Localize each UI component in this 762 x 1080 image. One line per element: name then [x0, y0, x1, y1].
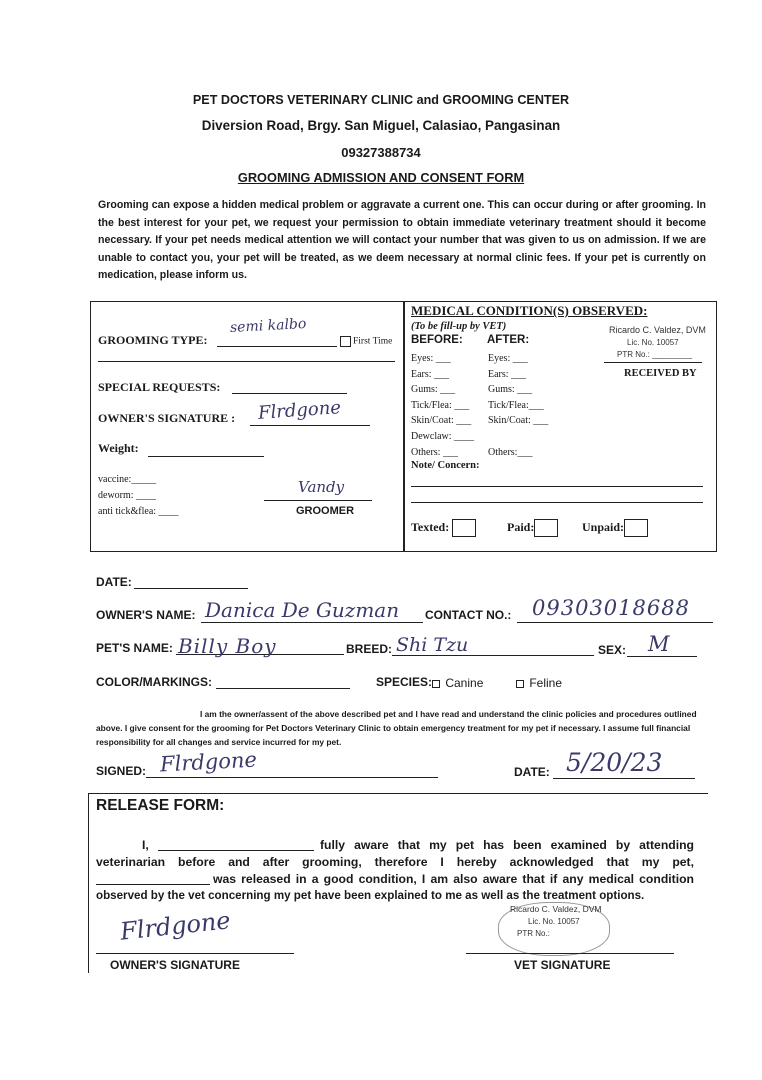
after-dewclaw	[488, 429, 548, 445]
release-left-rule	[88, 793, 89, 973]
form-title: GROOMING ADMISSION AND CONSENT FORM	[237, 170, 525, 185]
release-line-4: observed by the vet concerning my pet have been explained to me as well as the treatment options.	[96, 889, 645, 902]
signed-label: SIGNED:	[96, 764, 147, 778]
before-eyes: Eyes: ___	[411, 353, 451, 364]
after-gums: Gums: ___	[488, 384, 533, 396]
texted-checkbox[interactable]	[452, 519, 476, 537]
color-markings-line[interactable]	[216, 688, 350, 689]
grooming-type-value: semi kalbo	[229, 316, 307, 336]
deworm-label: deworm: ____	[98, 490, 157, 501]
consent-paragraph: I am the owner/assent of the above described pet and I have read and understand the clinic policies and procedures outlined above. I give consent for the grooming for Pet Doctors Veterinary Clinic to obtain emergency treatment for my pet if necessary. I assume full financial responsibility for all changes and service incurred for my pet.	[96, 709, 697, 747]
species-feline-option[interactable]	[516, 676, 562, 690]
sex-value: M	[648, 632, 670, 656]
note-label: Note/ Concern:	[411, 460, 480, 471]
release-stamp-lic: Lic. No. 10057	[528, 917, 580, 926]
release-line-3: was released in a good condition, I am also aware that if any medical condition	[213, 872, 694, 886]
release-stamp-name: Ricardo C. Valdez, DVM	[510, 904, 602, 914]
breed-label: BREED:	[346, 642, 393, 656]
before-others: Others: ___	[411, 446, 458, 458]
after-label: AFTER:	[487, 334, 530, 346]
vaccine-label: vaccine:_____	[98, 474, 157, 485]
release-pet-name-line[interactable]	[96, 884, 210, 885]
feline-checkbox[interactable]	[516, 680, 524, 688]
special-requests-label: SPECIAL REQUESTS:	[98, 380, 221, 394]
owner-sig-line[interactable]	[96, 953, 294, 954]
groomer-label: GROOMER	[296, 505, 355, 517]
clinic-name: PET DOCTORS VETERINARY CLINIC and GROOMING CENTER	[192, 93, 570, 107]
antitick-label: anti tick&flea: ____	[98, 506, 179, 517]
canine-checkbox[interactable]	[432, 680, 440, 688]
release-line-2: veterinarian before and after grooming, therefore I hereby acknowledged that my pet,	[96, 855, 694, 869]
sex-label: SEX:	[598, 643, 627, 657]
pet-name-value: Billy Boy	[178, 634, 277, 658]
signed-line[interactable]	[146, 777, 438, 778]
grooming-type-line-2	[98, 361, 395, 362]
vet-sig-line[interactable]	[466, 953, 674, 954]
unpaid-checkbox[interactable]	[624, 519, 648, 537]
before-gums: Gums: ___	[411, 384, 456, 396]
grooming-type-label: GROOMING TYPE:	[98, 333, 208, 347]
breed-value: Shi Tzu	[396, 634, 469, 656]
owner-signature-label: OWNER'S SIGNATURE :	[98, 411, 236, 425]
medical-title: MEDICAL CONDITION(S) OBSERVED:	[411, 303, 648, 318]
after-eyes: Eyes: ___	[488, 353, 528, 364]
before-label: BEFORE:	[411, 334, 463, 346]
sex-line[interactable]	[627, 656, 697, 657]
owner-signature-line[interactable]	[250, 425, 370, 426]
groomer-value: Vandy	[298, 478, 345, 496]
before-dewclaw: Dewclaw: ____	[411, 430, 475, 442]
texted-label: Texted:	[411, 519, 450, 534]
date-label: DATE:	[96, 575, 132, 589]
contact-label: CONTACT NO.:	[425, 608, 512, 622]
received-by-line	[604, 362, 702, 363]
pet-name-label: PET'S NAME:	[96, 641, 173, 655]
contact-value: 09303018688	[532, 596, 690, 620]
after-others: Others:___	[488, 446, 533, 458]
unpaid-field[interactable]	[582, 519, 648, 537]
date-line[interactable]	[134, 588, 248, 589]
owner-name-label: OWNER'S NAME:	[96, 608, 196, 622]
grooming-type-line[interactable]	[217, 346, 337, 347]
paid-label: Paid:	[507, 519, 535, 534]
weight-line[interactable]	[148, 456, 264, 457]
vet-stamp-ptr: PTR No.: _________	[617, 350, 693, 359]
clinic-address: Diversion Road, Brgy. San Miguel, Calasiao, Pangasinan	[201, 118, 561, 133]
before-skincoat: Skin/Coat: ___	[411, 415, 472, 427]
release-title: RELEASE FORM:	[96, 797, 225, 814]
signed-date-line[interactable]	[553, 778, 695, 779]
intro-paragraph: Grooming can expose a hidden medical problem or aggravate a current one. This can occur during or after grooming. In the best interest for your pet, we request your permission to obtain immediate veterinary treatment should it become necessary. If your pet needs medical attention we will contact your number that was given to us on admission. If we are unable to contact you, your pet will be treated, as we deem necessary at normal clinic fees. If your pet is currently on medication, please inform us.	[98, 199, 706, 281]
release-owner-signature: Flrdgone	[118, 906, 232, 946]
paid-field[interactable]	[507, 519, 558, 537]
owner-sig-label: OWNER'S SIGNATURE	[110, 958, 240, 972]
vet-sig-label: VET SIGNATURE	[514, 958, 611, 972]
owner-name-line[interactable]	[201, 622, 423, 623]
clinic-phone: 09327388734	[341, 145, 421, 160]
release-top-rule	[88, 793, 708, 794]
vet-stamp-lic: Lic. No. 10057	[627, 338, 679, 347]
release-i: I,	[142, 838, 149, 852]
note-line-2[interactable]	[411, 502, 703, 503]
medical-subtitle: (To be fill-up by VET)	[411, 321, 507, 332]
species-canine-option[interactable]	[432, 676, 483, 690]
received-by-label: RECEIVED BY	[624, 368, 697, 379]
release-owner-name-line[interactable]	[158, 850, 314, 851]
canine-label: Canine	[445, 676, 484, 690]
signed-signature: Flrdgone	[159, 747, 258, 777]
first-time-label: First Time	[353, 336, 393, 347]
release-stamp-ptr: PTR No.:	[517, 929, 550, 938]
first-time-option[interactable]	[340, 336, 392, 347]
after-skincoat: Skin/Coat: ___	[488, 415, 549, 427]
before-column	[411, 351, 474, 460]
weight-label: Weight:	[98, 441, 139, 455]
unpaid-label: Unpaid:	[582, 519, 625, 534]
paid-checkbox[interactable]	[534, 519, 558, 537]
after-ears: Ears: ___	[488, 368, 527, 380]
after-tickflea: Tick/Flea:___	[488, 399, 544, 411]
first-time-checkbox[interactable]	[340, 336, 351, 347]
owner-name-value: Danica De Guzman	[205, 598, 400, 622]
before-ears: Ears: ___	[411, 368, 450, 380]
groomer-line	[264, 500, 372, 501]
signed-date-label: DATE:	[514, 765, 550, 779]
species-label: SPECIES:	[376, 675, 433, 689]
after-column	[488, 351, 548, 460]
texted-field[interactable]	[411, 519, 476, 537]
special-requests-line[interactable]	[232, 393, 347, 394]
note-line-1[interactable]	[411, 486, 703, 487]
feline-label: Feline	[529, 676, 563, 690]
signed-date-value: 5/20/23	[566, 748, 663, 777]
contact-line[interactable]	[517, 622, 713, 623]
vet-stamp-name: Ricardo C. Valdez, DVM	[609, 325, 706, 335]
owner-signature-value: Flrdgone	[257, 397, 342, 424]
before-tickflea: Tick/Flea: ___	[411, 399, 470, 411]
color-markings-label: COLOR/MARKINGS:	[96, 675, 212, 689]
release-line-1: fully aware that my pet has been examined by attending	[320, 838, 694, 852]
